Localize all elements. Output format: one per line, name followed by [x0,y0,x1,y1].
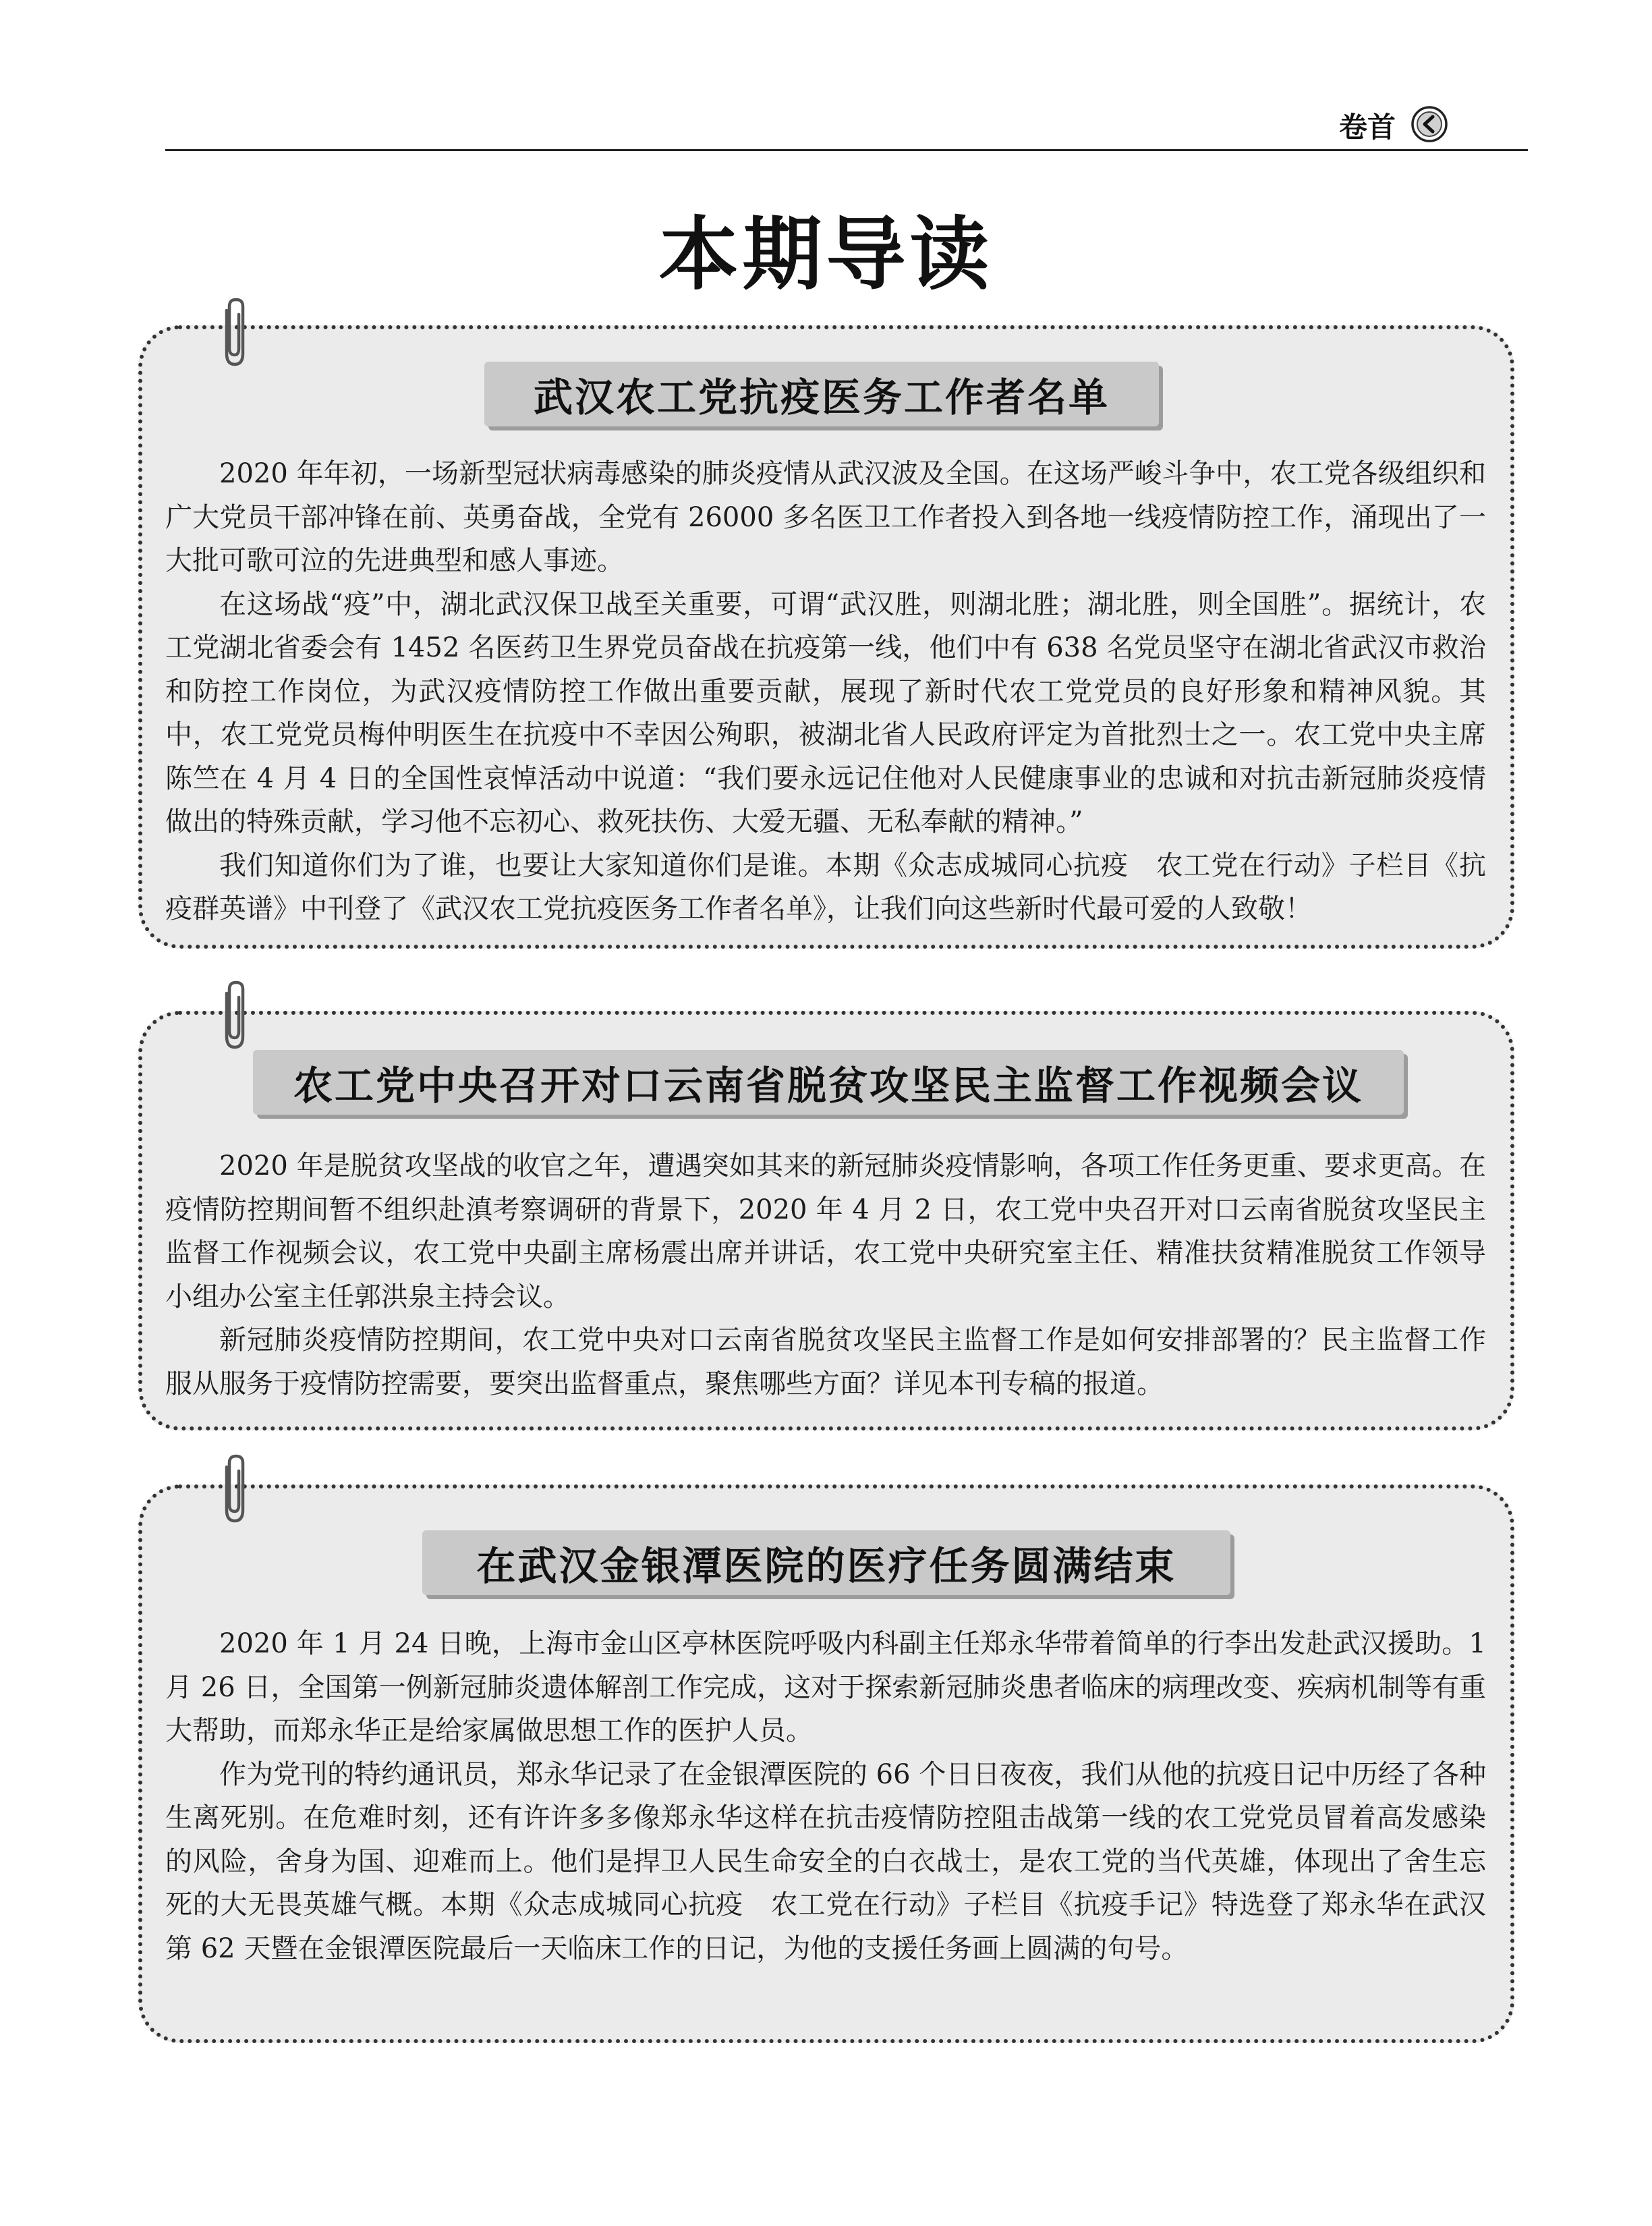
paragraph: 2020 年是脱贫攻坚战的收官之年，遭遇突如其来的新冠肺炎疫情影响，各项工作任务更重、要求更高。在疫情防控期间暂不组织赴滇考察调研的背景下，2020 年 4 月 2 日，农工党中央召开对口云南省脱贫攻坚民主监督工作视频会议，农工党中央副主席杨震出席并讲话，农工党中央研究室主任、精准扶贫精准脱贫工作领导小组办公室主任郭洪泉主持会议。 [165,1150,1486,1312]
arrow-left-circle-icon[interactable] [1411,105,1448,146]
article-body-2 [165,1144,1486,1406]
article-body-1 [165,452,1486,931]
paragraph: 在这场战“疫”中，湖北武汉保卫战至关重要，可谓“武汉胜，则湖北胜；湖北胜，则全国胜”。据统计，农工党湖北省委会有 1452 名医药卫生界党员奋战在抗疫第一线，他们中有 638 名党员坚守在湖北省武汉市救治和防控工作岗位，为武汉疫情防控工作做出重要贡献，展现了新时代农工党党员的良好形象和精神风貌。其中，农工党党员梅仲明医生在抗疫中不幸因公殉职，被湖北省人民政府评定为首批烈士之一。农工党中央主席陈竺在 4 月 4 日的全国性哀悼活动中说道：“我们要永远记住他对人民健康事业的忠诚和对抗击新冠肺炎疫情做出的特殊贡献，学习他不忘初心、救死扶伤、大爱无疆、无私奉献的精神。” [165,588,1486,837]
paperclip-icon [217,1452,248,1526]
article-body-3 [165,1622,1486,1970]
page-title: 本期导读 [658,208,994,301]
paragraph: 新冠肺炎疫情防控期间，农工党中央对口云南省脱贫攻坚民主监督工作是如何安排部署的？民主监督工作服从服务于疫情防控需要，要突出监督重点，聚焦哪些方面？详见本刊专稿的报道。 [165,1325,1486,1399]
article-title-1: 武汉农工党抗疫医务工作者名单 [484,362,1159,426]
header-rule [165,149,1528,151]
paperclip-icon [217,978,248,1053]
article-title-3: 在武汉金银潭医院的医疗任务圆满结束 [422,1530,1230,1595]
section-header [1339,105,1448,146]
paragraph: 作为党刊的特约通讯员，郑永华记录了在金银潭医院的 66 个日日夜夜，我们从他的抗疫日记中历经了各种生离死别。在危难时刻，还有许许多多像郑永华这样在抗击疫情防控阻击战第一线的农工党党员冒着高发感染的风险，舍身为国、迎难而上。他们是捍卫人民生命安全的白衣战士，是农工党的当代英雄，体现出了舍生忘死的大无畏英雄气概。本期《众志成城同心抗疫 农工党在行动》子栏目《抗疫手记》特选登了郑永华在武汉第 62 天暨在金银潭医院最后一天临床工作的日记，为他的支援任务画上圆满的句号。 [165,1758,1486,1964]
article-title-2: 农工党中央召开对口云南省脱贫攻坚民主监督工作视频会议 [253,1050,1404,1115]
paperclip-icon [217,296,248,370]
paragraph: 2020 年 1 月 24 日晚，上海市金山区亭林医院呼吸内科副主任郑永华带着简单的行李出发赴武汉援助。1 月 26 日，全国第一例新冠肺炎遗体解剖工作完成，这对于探索新冠肺炎患者临床的病理改变、疾病机制等有重大帮助，而郑永华正是给家属做思想工作的医护人员。 [165,1628,1486,1746]
paragraph: 我们知道你们为了谁，也要让大家知道你们是谁。本期《众志成城同心抗疫 农工党在行动》子栏目《抗疫群英谱》中刊登了《武汉农工党抗疫医务工作者名单》，让我们向这些新时代最可爱的人致敬！ [165,850,1486,924]
paragraph: 2020 年年初，一场新型冠状病毒感染的肺炎疫情从武汉波及全国。在这场严峻斗争中，农工党各级组织和广大党员干部冲锋在前、英勇奋战，全党有 26000 多名医卫工作者投入到各地一线疫情防控工作，涌现出了一大批可歌可泣的先进典型和感人事迹。 [165,458,1486,576]
section-label: 卷首 [1339,111,1396,144]
